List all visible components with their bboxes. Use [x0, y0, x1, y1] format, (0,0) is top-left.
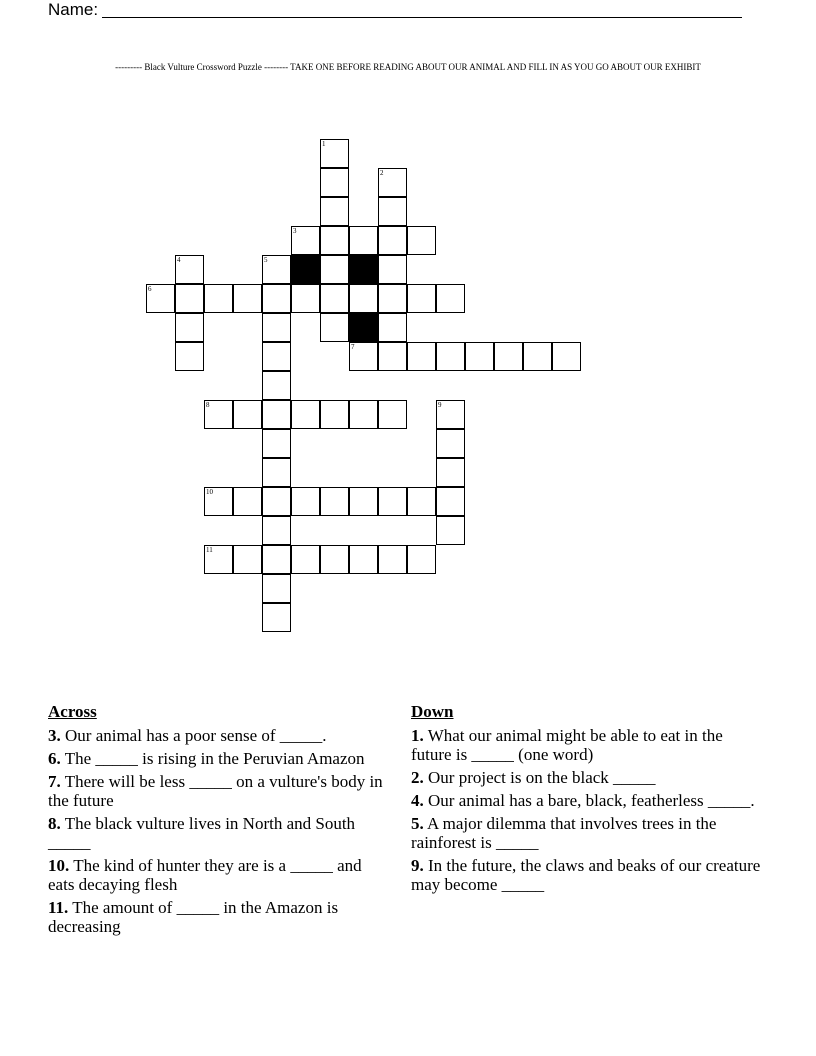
clue-number: 7: [351, 343, 355, 351]
clue-text: A major dilemma that involves trees in the rainforest is _____: [411, 814, 717, 852]
clue-number: 10.: [48, 856, 70, 875]
crossword-cell[interactable]: [320, 197, 349, 226]
crossword-cell[interactable]: [378, 400, 407, 429]
crossword-cell[interactable]: [291, 545, 320, 574]
crossword-cell[interactable]: [262, 603, 291, 632]
crossword-cell[interactable]: [349, 342, 378, 371]
crossword-cell[interactable]: [465, 342, 494, 371]
across-clue: [48, 772, 388, 810]
crossword-cell[interactable]: [175, 284, 204, 313]
crossword-cell[interactable]: [349, 487, 378, 516]
crossword-cell[interactable]: [407, 284, 436, 313]
clue-number: 5.: [411, 814, 424, 833]
crossword-cell[interactable]: [378, 545, 407, 574]
clue-number: 5: [264, 256, 268, 264]
blocked-cell: [349, 255, 378, 284]
crossword-cell[interactable]: [262, 545, 291, 574]
across-clue-list: [48, 726, 388, 936]
crossword-cell[interactable]: [262, 487, 291, 516]
clue-number: 11.: [48, 898, 69, 917]
clue-number: 3: [293, 227, 297, 235]
crossword-cell[interactable]: [204, 545, 233, 574]
crossword-cell[interactable]: [436, 458, 465, 487]
across-clue: [48, 898, 388, 936]
clue-number: 2.: [411, 768, 424, 787]
crossword-cell[interactable]: [291, 487, 320, 516]
crossword-cell[interactable]: [320, 139, 349, 168]
crossword-cell[interactable]: [320, 313, 349, 342]
crossword-cell[interactable]: [320, 255, 349, 284]
clue-text: In the future, the claws and beaks of our creature may become _____: [411, 856, 761, 894]
crossword-cell[interactable]: [233, 284, 262, 313]
crossword-cell[interactable]: [204, 400, 233, 429]
clue-text: What our animal might be able to eat in the future is _____ (one word): [411, 726, 723, 764]
crossword-cell[interactable]: [378, 313, 407, 342]
crossword-cell[interactable]: [262, 516, 291, 545]
crossword-cell[interactable]: [436, 429, 465, 458]
crossword-cell[interactable]: [494, 342, 523, 371]
down-clue: [411, 726, 761, 764]
crossword-cell[interactable]: [407, 342, 436, 371]
clue-number: 6.: [48, 749, 61, 768]
across-heading: Across: [48, 702, 97, 721]
crossword-cell[interactable]: [436, 516, 465, 545]
crossword-cell[interactable]: [233, 545, 262, 574]
crossword-cell[interactable]: [320, 284, 349, 313]
clue-number: 7.: [48, 772, 61, 791]
crossword-cell[interactable]: [378, 168, 407, 197]
crossword-cell[interactable]: [233, 400, 262, 429]
crossword-cell[interactable]: [262, 429, 291, 458]
crossword-cell[interactable]: [349, 284, 378, 313]
crossword-cell[interactable]: [320, 168, 349, 197]
clue-number: 9: [438, 401, 442, 409]
crossword-cell[interactable]: [262, 371, 291, 400]
puzzle-subtitle: --------- Black Vulture Crossword Puzzle -------- TAKE ONE BEFORE READING ABOUT OUR ANIMAL AND FILL IN AS YOU GO ABOUT OUR EXHIBIT: [115, 62, 701, 72]
crossword-cell[interactable]: [262, 574, 291, 603]
crossword-cell[interactable]: [436, 342, 465, 371]
clue-number: 4.: [411, 791, 424, 810]
crossword-cell[interactable]: [291, 226, 320, 255]
crossword-cell[interactable]: [175, 342, 204, 371]
crossword-cell[interactable]: [262, 400, 291, 429]
crossword-cell[interactable]: [378, 342, 407, 371]
down-clue: [411, 856, 761, 894]
clue-text: The black vulture lives in North and South _____: [48, 814, 356, 852]
crossword-cell[interactable]: [349, 226, 378, 255]
crossword-cell[interactable]: [204, 487, 233, 516]
clue-text: Our animal has a bare, black, featherless _____.: [423, 791, 755, 810]
crossword-cell[interactable]: [262, 284, 291, 313]
clue-number: 4: [177, 256, 181, 264]
crossword-cell[interactable]: [204, 284, 233, 313]
crossword-cell[interactable]: [436, 400, 465, 429]
clue-text: The _____ is rising in the Peruvian Amazon: [60, 749, 365, 768]
clue-number: 1: [322, 140, 326, 148]
crossword-cell[interactable]: [349, 545, 378, 574]
down-clue: [411, 791, 761, 810]
clue-text: The kind of hunter they are is a _____ and eats decaying flesh: [48, 856, 362, 894]
clue-number: 9.: [411, 856, 424, 875]
clue-number: 10: [206, 488, 213, 496]
across-clue: [48, 856, 388, 894]
clue-number: 8: [206, 401, 210, 409]
across-clue: [48, 749, 388, 768]
crossword-cell[interactable]: [175, 255, 204, 284]
crossword-cell[interactable]: [523, 342, 552, 371]
crossword-cell[interactable]: [262, 342, 291, 371]
crossword-cell[interactable]: [436, 487, 465, 516]
crossword-cell[interactable]: [407, 487, 436, 516]
clue-number: 1.: [411, 726, 424, 745]
crossword-cell[interactable]: [291, 400, 320, 429]
crossword-cell[interactable]: [262, 255, 291, 284]
crossword-cell[interactable]: [552, 342, 581, 371]
crossword-cell[interactable]: [320, 545, 349, 574]
crossword-cell[interactable]: [407, 226, 436, 255]
across-clues: [48, 702, 388, 940]
down-clue: [411, 768, 761, 787]
clue-text: There will be less _____ on a vulture's body in the future: [48, 772, 383, 810]
crossword-cell[interactable]: [146, 284, 175, 313]
crossword-cell[interactable]: [262, 313, 291, 342]
clue-number: 6: [148, 285, 152, 293]
crossword-cell[interactable]: [378, 255, 407, 284]
clue-number: 11: [206, 546, 213, 554]
clue-number: 2: [380, 169, 384, 177]
crossword-cell[interactable]: [320, 487, 349, 516]
across-clue: [48, 814, 388, 852]
across-clue: [48, 726, 388, 745]
crossword-cell[interactable]: [378, 197, 407, 226]
crossword-cell[interactable]: [262, 458, 291, 487]
crossword-cell[interactable]: [320, 226, 349, 255]
clue-text: The amount of _____ in the Amazon is decreasing: [48, 898, 339, 936]
crossword-cell[interactable]: [291, 284, 320, 313]
crossword-cell[interactable]: [378, 284, 407, 313]
crossword-cell[interactable]: [320, 400, 349, 429]
crossword-cell[interactable]: [378, 487, 407, 516]
blocked-cell: [291, 255, 320, 284]
name-label: Name:: [48, 0, 102, 19]
crossword-cell[interactable]: [175, 313, 204, 342]
clue-text: Our project is on the black _____: [423, 768, 656, 787]
crossword-cell[interactable]: [407, 545, 436, 574]
down-clues: [411, 702, 761, 898]
down-clue-list: [411, 726, 761, 894]
crossword-cell[interactable]: [233, 487, 262, 516]
blocked-cell: [349, 313, 378, 342]
crossword-cell[interactable]: [378, 226, 407, 255]
down-heading: Down: [411, 702, 454, 721]
clue-number: 3.: [48, 726, 61, 745]
clue-number: 8.: [48, 814, 61, 833]
clue-text: Our animal has a poor sense of _____.: [60, 726, 327, 745]
crossword-cell[interactable]: [349, 400, 378, 429]
down-clue: [411, 814, 761, 852]
crossword-cell[interactable]: [436, 284, 465, 313]
